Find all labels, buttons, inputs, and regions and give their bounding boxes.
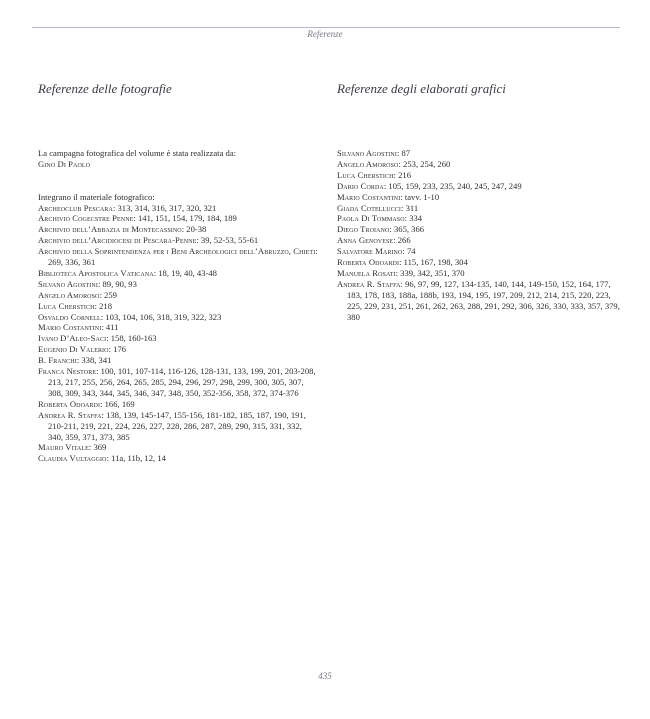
credit-entry: Paola Di Tommaso: 334 <box>337 213 423 224</box>
credit-name: Anna Genovese <box>337 235 394 246</box>
credit-name: Ivano D’Aleo-Saci <box>38 333 107 344</box>
drawing-credits-column <box>337 148 621 323</box>
credit-entry: Archeoclub Pescara: 313, 314, 316, 317, 320, 321 <box>38 202 217 213</box>
credit-entry: Biblioteca Apostolica Vaticana: 18, 19, 40, 43-48 <box>38 267 217 278</box>
credit-entry: Diego Troiano: 365, 366 <box>337 224 425 235</box>
credit-refs: 105, 159, 233, 235, 240, 245, 247, 249 <box>388 180 522 191</box>
credit-name: Archivio della Soprintendenza per i Beni Archeologici dell’Abruzzo, Chieti <box>38 246 316 257</box>
credit-name: Mauro Vitale <box>38 442 89 453</box>
credit-refs: 158, 160-163 <box>110 333 157 344</box>
credit-name: Salvatore Marino <box>337 246 403 257</box>
credit-name: Archeoclub Pescara <box>38 202 113 213</box>
credit-name: Silvano Agostini <box>38 278 98 289</box>
credit-refs: 253, 254, 260 <box>403 158 451 169</box>
credit-name: Paola Di Tommaso <box>337 213 405 224</box>
credit-refs: 115, 167, 198, 304 <box>403 257 468 268</box>
credit-refs: 266 <box>397 235 411 246</box>
credit-entry: Roberta Odoardi: 115, 167, 198, 304 <box>337 257 468 268</box>
credit-entry: Archivio dell’Abbazia di Montecassino: 20-38 <box>38 224 207 235</box>
credit-name: Andrea R. Staffa <box>337 278 401 289</box>
credit-name: Archivio Cogecstre Penne <box>38 213 134 224</box>
credit-refs: 20-38 <box>186 224 207 235</box>
credit-entry: Mauro Vitale: 369 <box>38 442 107 453</box>
credit-entry: Manuela Rosati: 339, 342, 351, 370 <box>337 267 465 278</box>
credit-entry: Salvatore Marino: 74 <box>337 246 416 257</box>
credit-refs: 218 <box>99 300 112 311</box>
credit-refs: 259 <box>104 289 117 300</box>
credit-name: Archivio dell’Arcidiocesi di Pescara-Penne <box>38 235 197 246</box>
credit-refs: 100, 101, 107-114, 116-126, 128-131, 133, 199, 201, 203-208, 213, 217, 255, 256, 264, 265, 285, 294, 296, 297, 298, 299, 300, 305, 307, 308, 309, 343, 344, 345, 346, 347, 348, 350, 352-356, 358, 372, 374-376 <box>48 366 316 398</box>
credit-entry: Silvano Agostini: 89, 90, 93 <box>38 278 137 289</box>
credit-entry: Andrea R. Staffa: 96, 97, 99, 127, 134-135, 140, 144, 149-150, 152, 164, 177, 183, 178, 183, 188a, 188b, 193, 194, 195, 197, 209, 212, 214, 215, 220, 223, 225, 229, 231, 251, 261, 262, 263, 288, 291, 292, 306, 326, 330, 333, 357, 379, 380 <box>337 278 620 322</box>
credit-refs: 39, 52-53, 55-61 <box>200 235 259 246</box>
credit-name: Roberta Odoardi <box>38 398 101 409</box>
credit-entry: Luca Cherstich: 218 <box>38 300 112 311</box>
credit-name: Angelo Amoroso <box>38 289 100 300</box>
credit-refs: 103, 104, 106, 318, 319, 322, 323 <box>105 311 222 322</box>
credit-refs: 89, 90, 93 <box>102 278 137 289</box>
credit-entry: Claudia Vultaggio: 11a, 11b, 12, 14 <box>38 453 166 464</box>
credit-entry: Angelo Amoroso: 259 <box>38 289 117 300</box>
photo-credits-list <box>38 203 318 465</box>
credit-name: Claudia Vultaggio <box>38 453 107 464</box>
credit-refs: 11a, 11b, 12, 14 <box>111 453 166 464</box>
credit-refs: 338, 341 <box>81 355 112 366</box>
credit-refs: 166, 169 <box>104 398 135 409</box>
credit-refs: 96, 97, 99, 127, 134-135, 140, 144, 149-150, 152, 164, 177, 183, 178, 183, 188a, 188b, 193, 194, 195, 197, 209, 212, 214, 215, 220, 223, 225, 229, 231, 251, 261, 262, 263, 288, 291, 292, 306, 326, 330, 333, 357, 379, 380 <box>347 278 620 322</box>
credit-name: Osvaldo Cornell <box>38 311 101 322</box>
credit-refs: 369 <box>93 442 107 453</box>
credit-name: Roberta Odoardi <box>337 257 400 268</box>
credit-name: Archivio dell’Abbazia di Montecassino <box>38 224 182 235</box>
credit-refs: 339, 342, 351, 370 <box>400 267 465 278</box>
credit-entry: Roberta Odoardi: 166, 169 <box>38 398 135 409</box>
credit-entry: Angelo Amoroso: 253, 254, 260 <box>337 158 451 169</box>
credit-refs: 365, 366 <box>393 224 425 235</box>
intro-text: La campagna fotografica del volume è stata realizzata da: <box>38 148 237 158</box>
credit-entry: B. Franchi: 338, 341 <box>38 355 112 366</box>
credit-entry: Silvano Agostini: 87 <box>337 148 411 158</box>
integrate-text: Integrano il materiale fotografico: <box>38 191 155 202</box>
credit-entry: Dario Corda: 105, 159, 233, 235, 240, 245, 247, 249 <box>337 180 522 191</box>
credit-name: Mario Costantini <box>337 191 401 202</box>
credit-name: Luca Cherstich <box>337 169 394 180</box>
credit-entry: Ivano D’Aleo-Saci: 158, 160-163 <box>38 333 157 344</box>
credit-entry: Andrea R. Staffa: 138, 139, 145-147, 155-156, 181-182, 185, 187, 190, 191, 210-211, 219, 221, 224, 226, 227, 228, 286, 287, 289, 290, 315, 331, 332, 340, 359, 371, 373, 385 <box>38 409 306 442</box>
credit-entry: Franca Nestore: 100, 101, 107-114, 116-126, 128-131, 133, 199, 201, 203-208, 213, 217, 255, 256, 264, 265, 285, 294, 296, 297, 298, 299, 300, 305, 307, 308, 309, 343, 344, 345, 346, 347, 348, 350, 352-356, 358, 372, 374-376 <box>38 366 316 398</box>
credit-name: Mario Costantini <box>38 322 102 333</box>
credit-refs: 313, 314, 316, 317, 320, 321 <box>117 202 217 213</box>
photo-credits-title: Referenze delle fotografie <box>38 81 172 96</box>
credit-entry: Anna Genovese: 266 <box>337 235 411 246</box>
photographer-name: Gino Di Paolo <box>38 158 91 169</box>
credit-entry: Luca Cherstich: 216 <box>337 169 411 180</box>
credit-refs: 311 <box>405 202 419 213</box>
credit-entry: Archivio Cogecstre Penne: 141, 151, 154, 179, 184, 189 <box>38 213 237 224</box>
credit-refs: tavv. 1-10 <box>404 191 440 202</box>
credit-refs: 269, 336, 361 <box>48 257 96 268</box>
credit-name: Giada Cotellucci <box>337 202 402 213</box>
credit-name: Silvano Agostini <box>337 148 397 158</box>
credit-refs: 74 <box>406 246 416 257</box>
credit-name: Dario Corda <box>337 180 384 191</box>
credit-entry: Archivio dell’Arcidiocesi di Pescara-Penne: 39, 52-53, 55-61 <box>38 235 259 246</box>
credit-entry: Archivio della Soprintendenza per i Beni Archeologici dell’Abruzzo, Chieti: 269, 336, 361 <box>38 246 318 268</box>
photo-credits-column <box>38 148 318 464</box>
credit-refs: 87 <box>401 148 411 158</box>
credit-entry: Osvaldo Cornell: 103, 104, 106, 318, 319, 322, 323 <box>38 311 222 322</box>
credit-refs: 141, 151, 154, 179, 184, 189 <box>137 213 237 224</box>
credit-name: Eugenio Di Valerio <box>38 344 109 355</box>
credit-name: Franca Nestore <box>38 366 97 377</box>
credit-entry: Eugenio Di Valerio: 176 <box>38 344 127 355</box>
header-rule <box>32 27 620 28</box>
credit-refs: 216 <box>398 169 411 180</box>
credit-name: B. Franchi <box>38 355 77 366</box>
credit-refs: 411 <box>105 322 119 333</box>
page-number: 435 <box>318 671 332 681</box>
credit-refs: 334 <box>409 213 423 224</box>
credit-name: Manuela Rosati <box>337 267 396 278</box>
drawing-credits-title: Referenze degli elaborati grafici <box>337 81 506 96</box>
credit-entry: Mario Costantini: tavv. 1-10 <box>337 191 440 202</box>
credit-name: Luca Cherstich <box>38 300 95 311</box>
credit-name: Andrea R. Staffa <box>38 409 102 420</box>
credit-entry: Mario Costantini: 411 <box>38 322 119 333</box>
credit-refs: 138, 139, 145-147, 155-156, 181-182, 185, 187, 190, 191, 210-211, 219, 221, 224, 226, 227, 228, 286, 287, 289, 290, 315, 331, 332, 340, 359, 371, 373, 385 <box>48 409 306 442</box>
credit-name: Biblioteca Apostolica Vaticana <box>38 267 154 278</box>
credit-entry: Giada Cotellucci: 311 <box>337 202 419 213</box>
running-head: Referenze <box>307 29 343 39</box>
credit-refs: 18, 19, 40, 43-48 <box>158 267 217 278</box>
credit-name: Angelo Amoroso <box>337 158 399 169</box>
credit-refs: 176 <box>113 344 127 355</box>
credit-name: Diego Troiano <box>337 224 390 235</box>
drawing-credits-list <box>337 148 621 323</box>
